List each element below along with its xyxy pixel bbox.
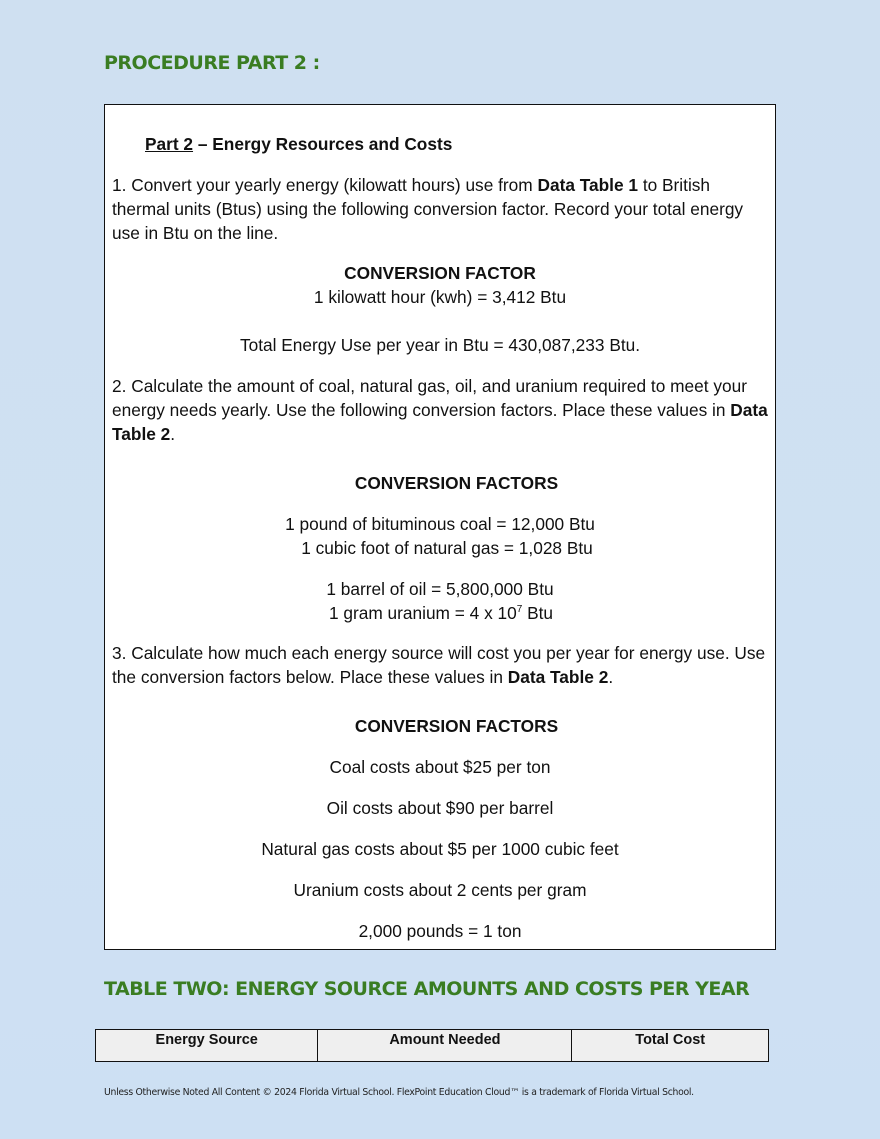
procedure-heading: PROCEDURE PART 2 : — [104, 52, 320, 74]
column-energy-source: Energy Source — [96, 1030, 318, 1062]
coal-cost: Coal costs about $25 per ton — [329, 757, 551, 777]
column-amount-needed: Amount Needed — [318, 1030, 572, 1062]
step-2-bold: Data Table 2 — [112, 400, 768, 444]
total-energy-line: Total Energy Use per year in Btu = 430,087,233 Btu. — [239, 335, 641, 355]
step-3 — [112, 641, 772, 689]
step-1-text-end: to British thermal units (Btus) using the following conversion factor. Record your total energy use in Btu on the line. — [112, 175, 744, 243]
kwh-conversion: 1 kilowatt hour (kwh) = 3,412 Btu — [313, 287, 567, 307]
conversion-factors-title-2: CONVERSION FACTORS — [354, 473, 559, 493]
step-2-text: 2. Calculate the amount of coal, natural gas, oil, and uranium required to meet your energy needs yearly. Use the following conversion factors. Place these values in — [112, 376, 747, 420]
step-3-bold: Data Table 2 — [507, 667, 609, 687]
table-header-row — [96, 1030, 769, 1062]
coal-btu: 1 pound of bituminous coal = 12,000 Btu — [285, 514, 595, 534]
part-title — [145, 132, 452, 156]
step-2 — [112, 374, 772, 446]
column-total-cost: Total Cost — [572, 1030, 769, 1062]
uranium-btu-unit: Btu — [522, 603, 554, 623]
uranium-btu — [105, 601, 777, 625]
copyright-footer: Unless Otherwise Noted All Content © 2024 Florida Virtual School. FlexPoint Education Cloud™ is a trademark of Florida Virtual School. — [104, 1087, 694, 1098]
conversion-factor-title: CONVERSION FACTOR — [344, 263, 536, 283]
step-3-text: 3. Calculate how much each energy source will cost you per year for energy use. Use the conversion factors below. Place these values in — [112, 643, 766, 687]
oil-cost: Oil costs about $90 per barrel — [326, 798, 554, 818]
gas-btu: 1 cubic foot of natural gas = 1,028 Btu — [301, 538, 593, 558]
conversion-factors-title-3: CONVERSION FACTORS — [354, 716, 559, 736]
part-title-underlined: Part 2 — [145, 134, 194, 154]
step-3-text-end: . — [608, 667, 614, 687]
step-1-bold: Data Table 1 — [537, 175, 639, 195]
gas-cost: Natural gas costs about $5 per 1000 cubic feet — [261, 839, 619, 859]
part-title-rest: – Energy Resources and Costs — [193, 134, 453, 154]
step-1-text: 1. Convert your yearly energy (kilowatt hours) use from — [112, 175, 538, 195]
uranium-cost: Uranium costs about 2 cents per gram — [293, 880, 587, 900]
pounds-per-ton: 2,000 pounds = 1 ton — [358, 921, 522, 941]
table-two-heading: TABLE TWO: ENERGY SOURCE AMOUNTS AND COSTS PER YEAR — [104, 978, 750, 1000]
exponent: 7 — [516, 604, 523, 615]
step-1 — [112, 173, 772, 245]
instructions-box — [104, 104, 776, 950]
step-2-text-end: . — [170, 424, 176, 444]
uranium-btu-text: 1 gram uranium = 4 x 10 — [328, 603, 517, 623]
oil-btu: 1 barrel of oil = 5,800,000 Btu — [326, 579, 554, 599]
data-table-2 — [95, 1029, 769, 1062]
